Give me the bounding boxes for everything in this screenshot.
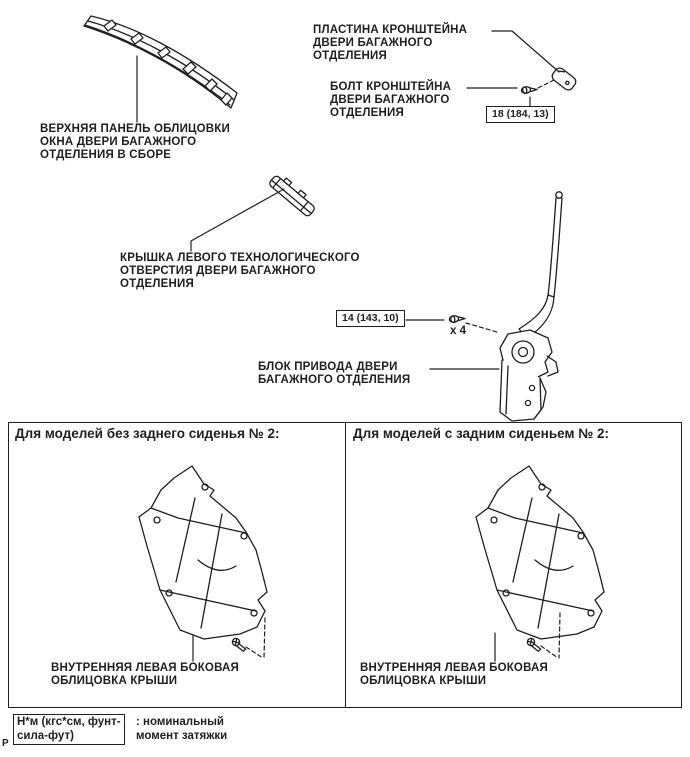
label-bracket-plate xyxy=(313,24,467,63)
label-bracket-bolt xyxy=(330,81,451,120)
bracket-bolt-illustration xyxy=(521,85,537,94)
legend-line: Н*м (кгс*см, фунт- xyxy=(17,716,121,728)
torque-legend-description xyxy=(136,716,227,743)
legend-line: : номинальный xyxy=(136,716,224,728)
legend-line: момент затяжки xyxy=(136,729,228,742)
label-line: КРЫШКА ЛЕВОГО ТЕХНОЛОГИЧЕСКОГО xyxy=(120,252,360,264)
legend-line: сила-фут) xyxy=(17,729,74,742)
label-line: БОЛТ КРОНШТЕЙНА xyxy=(330,81,452,93)
label-line: БАГАЖНОГО ОТДЕЛЕНИЯ xyxy=(258,374,411,386)
variant-title-with-rear-seat: Для моделей с задним сиденьем № 2: xyxy=(353,426,609,441)
torque-legend-units xyxy=(13,714,125,745)
label-line: ОТДЕЛЕНИЯ xyxy=(330,107,404,119)
page-marker: P xyxy=(2,738,9,749)
label-drive-unit xyxy=(258,361,410,387)
label-roof-trim-right xyxy=(360,662,548,688)
label-line: ОБЛИЦОВКА КРЫШИ xyxy=(51,675,178,687)
label-roof-trim-left xyxy=(51,662,239,688)
label-line: БЛОК ПРИВОДА ДВЕРИ xyxy=(258,361,398,373)
bracket-plate-illustration xyxy=(550,66,578,92)
label-service-hole-cover xyxy=(120,252,360,291)
label-line: ОБЛИЦОВКА КРЫШИ xyxy=(360,675,487,687)
label-line: ОТДЕЛЕНИЯ xyxy=(313,50,387,62)
drive-unit-illustration xyxy=(500,192,562,421)
torque-spec-drive-unit: 14 (143, 10) xyxy=(336,310,405,327)
label-line: ДВЕРИ БАГАЖНОГО xyxy=(313,37,433,49)
upper-window-trim-illustration xyxy=(84,16,237,108)
label-upper-window-trim xyxy=(40,123,230,162)
label-line: ДВЕРИ БАГАЖНОГО xyxy=(330,94,450,106)
bolt-quantity: x 4 xyxy=(450,325,466,337)
label-line: ВЕРХНЯЯ ПАНЕЛЬ ОБЛИЦОВКИ xyxy=(40,123,230,135)
label-line: ВНУТРЕННЯЯ ЛЕВАЯ БОКОВАЯ xyxy=(360,662,548,674)
label-line: ОТДЕЛЕНИЯ xyxy=(120,278,194,290)
label-line: ОТВЕРСТИЯ ДВЕРИ БАГАЖНОГО xyxy=(120,265,316,277)
variant-divider xyxy=(345,423,346,707)
torque-spec-bracket-bolt: 18 (184, 13) xyxy=(486,106,555,123)
label-line: ВНУТРЕННЯЯ ЛЕВАЯ БОКОВАЯ xyxy=(51,662,239,674)
service-hole-cover-illustration xyxy=(268,172,318,218)
label-line: ПЛАСТИНА КРОНШТЕЙНА xyxy=(313,24,468,36)
drive-unit-bolt-illustration xyxy=(449,314,465,323)
label-line: ОТДЕЛЕНИЯ В СБОРЕ xyxy=(40,149,172,161)
label-line: ОКНА ДВЕРИ БАГАЖНОГО xyxy=(40,136,197,148)
variant-title-without-rear-seat: Для моделей без заднего сиденья № 2: xyxy=(15,426,280,441)
